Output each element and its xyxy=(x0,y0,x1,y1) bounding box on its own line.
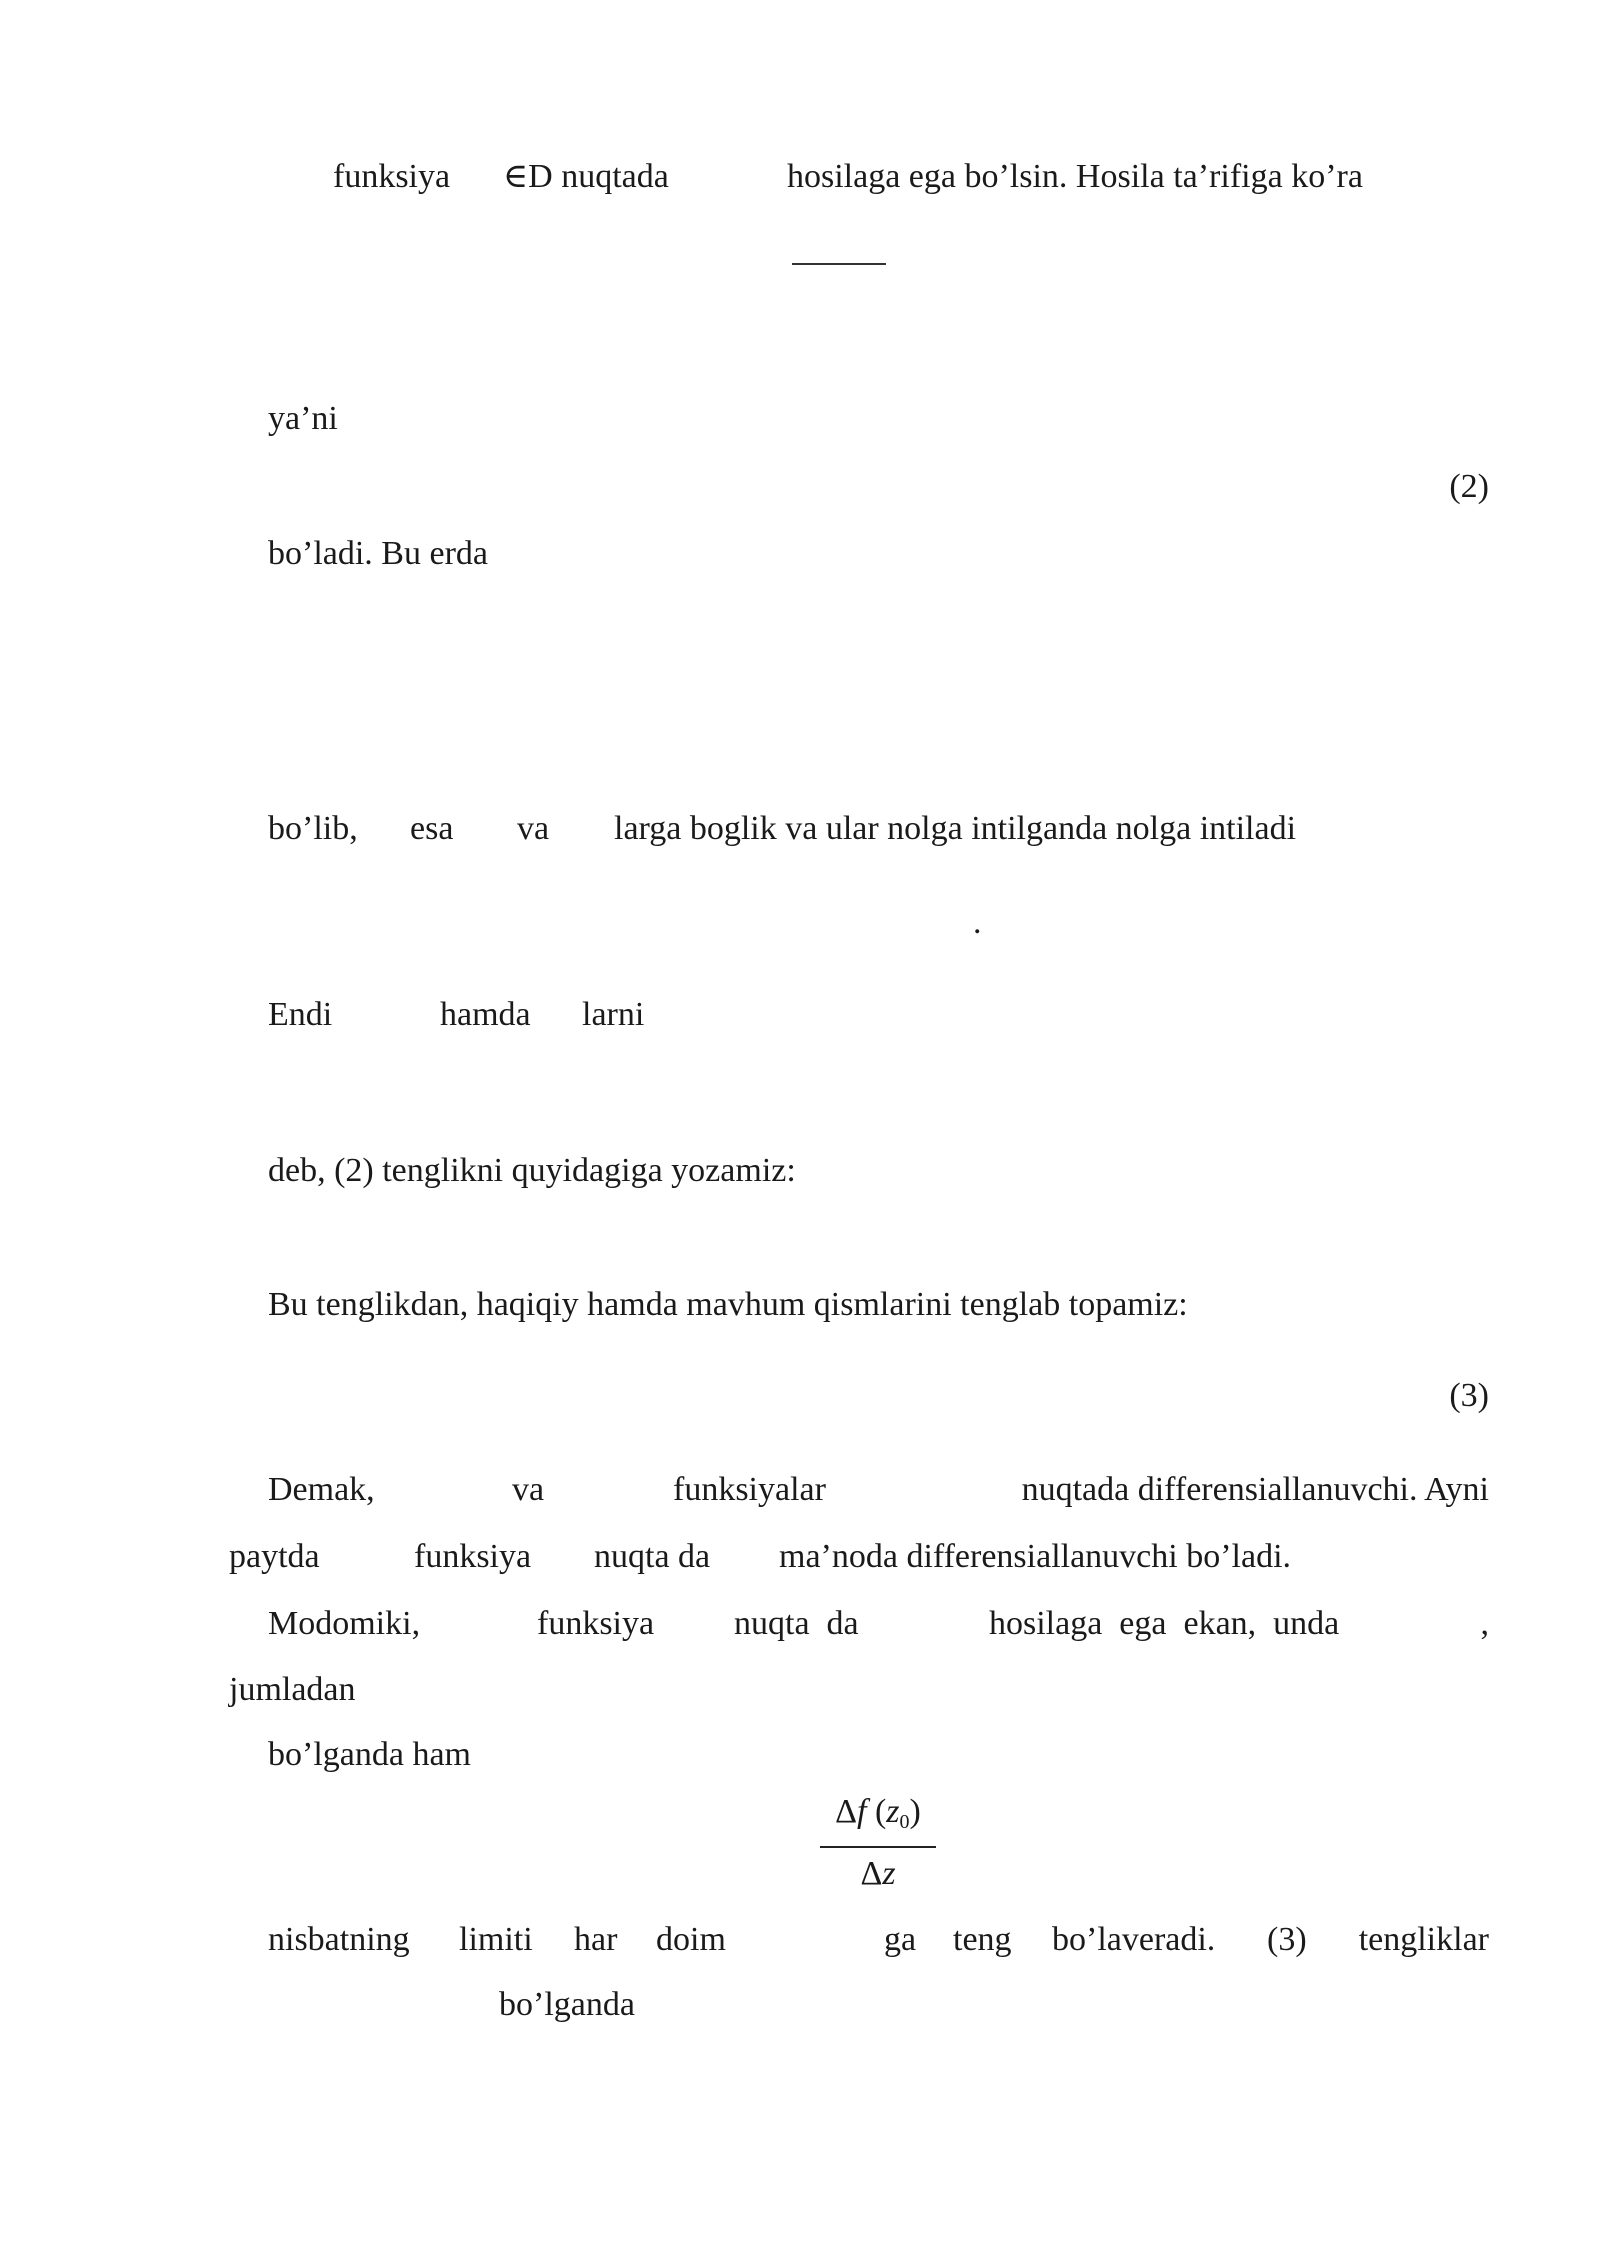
text-in-d-nuqtada: ∈D nuqtada xyxy=(503,158,669,195)
text-dot: . xyxy=(973,904,982,941)
numerator-open-paren: ( xyxy=(866,1793,887,1830)
numerator-close-paren: ) xyxy=(909,1793,921,1830)
text-yani: ya’ni xyxy=(268,400,338,437)
text-nisbatning: nisbatning xyxy=(268,1921,410,1958)
text-manoda: ma’noda differensiallanuvchi bo’ladi. xyxy=(779,1538,1292,1575)
fraction-bar xyxy=(820,1846,936,1848)
text-nuqta-da-2: nuqta da xyxy=(734,1605,859,1642)
fraction-rule xyxy=(792,263,886,265)
text-limiti: limiti xyxy=(459,1921,533,1958)
text-modomiki: Modomiki, xyxy=(268,1605,421,1642)
text-va-2: va xyxy=(512,1471,545,1508)
text-ga: ga xyxy=(884,1921,917,1958)
text-bu-tenglikdan: Bu tenglikdan, haqiqiy hamda mavhum qismlarini tenglab topamiz: xyxy=(268,1286,1188,1323)
text-deb-2-tenglikni: deb, (2) tenglikni quyidagiga yozamiz: xyxy=(268,1152,796,1189)
fraction-delta-f-over-delta-z xyxy=(820,1790,936,1896)
numerator-z: z xyxy=(886,1793,900,1830)
text-larga-boglik: larga boglik va ular nolga intilganda nolga intiladi xyxy=(614,810,1297,847)
denominator-z: z xyxy=(882,1855,896,1892)
text-funksiyalar: funksiyalar xyxy=(673,1471,826,1508)
text-demak: Demak, xyxy=(268,1471,375,1508)
text-bolaveradi: bo’laveradi. xyxy=(1052,1921,1216,1958)
text-nuqta-da: nuqta da xyxy=(594,1538,711,1575)
text-hamda: hamda xyxy=(440,996,531,1033)
text-bolganda-ham: bo’lganda ham xyxy=(268,1736,471,1773)
text-endi: Endi xyxy=(268,996,333,1033)
text-larni: larni xyxy=(582,996,645,1033)
text-3-ref: (3) xyxy=(1267,1921,1307,1958)
text-va: va xyxy=(517,810,550,847)
text-nuqtada-differensiallanuvchi: nuqtada differensiallanuvchi. Ayni xyxy=(1021,1471,1489,1508)
text-teng: teng xyxy=(953,1921,1012,1958)
numerator-f: f xyxy=(857,1793,867,1830)
text-har: har xyxy=(574,1921,618,1958)
text-bolganda: bo’lganda xyxy=(499,1986,635,2023)
text-funksiya: funksiya xyxy=(333,158,451,195)
equation-number-2: (2) xyxy=(1449,468,1489,505)
numerator-delta: Δ xyxy=(835,1793,858,1830)
text-hosilaga-ega-ekan: hosilaga ega ekan, unda xyxy=(989,1605,1340,1642)
text-paytda: paytda xyxy=(229,1538,320,1575)
text-comma: , xyxy=(1480,1605,1489,1642)
text-tengliklar: tengliklar xyxy=(1358,1921,1489,1958)
text-boladi-bu-erda: bo’ladi. Bu erda xyxy=(268,535,488,572)
denominator-delta: Δ xyxy=(860,1855,883,1892)
text-funksiya-2: funksiya xyxy=(414,1538,532,1575)
text-bolib: bo’lib, xyxy=(268,810,358,847)
text-esa: esa xyxy=(410,810,454,847)
text-funksiya-3: funksiya xyxy=(537,1605,655,1642)
equation-number-3: (3) xyxy=(1449,1377,1489,1414)
numerator-subscript: 0 xyxy=(899,1811,910,1833)
fraction-numerator xyxy=(820,1790,936,1844)
text-doim: doim xyxy=(656,1921,726,1958)
text-jumladan: jumladan xyxy=(229,1671,356,1708)
text-hosilaga-ega: hosilaga ega bo’lsin. Hosila ta’rifiga ko’ra xyxy=(787,158,1363,195)
fraction-denominator xyxy=(820,1852,936,1896)
